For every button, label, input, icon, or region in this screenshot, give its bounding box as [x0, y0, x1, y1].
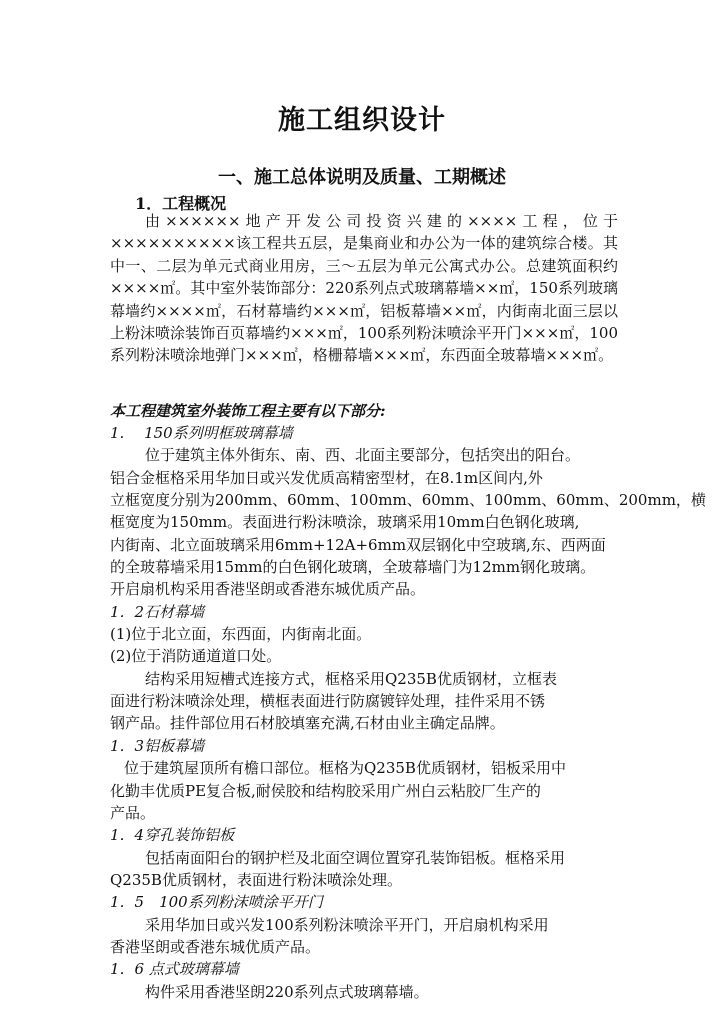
text-line: 位于建筑屋顶所有檐口部位。框格为Q235B优质钢材，铝板采用中 — [124, 759, 566, 778]
paragraph-project-overview: 由××××××地产开发公司投资兴建的××××工程，位于××××××××××该工程共五层，是集商业和办公为一体的建筑综合楼。其中一、二层为单元式商业用房，三～五层为单元公寓式办公。总建筑面积约××××㎡。其中室外装饰部分：220系列点式玻璃幕墙××㎡，150系列玻璃幕墙约××××㎡，石材幕墙约×××㎡，铝板幕墙××㎡，内街南北面三层以上粉沫喷涂装饰百页幕墙约×××㎡，100系列粉沫喷涂平开门×××㎡，100系列粉沫喷涂地弹门×××㎡，格栅幕墙×××㎡，东西面全玻幕墙×××㎡。 — [110, 212, 618, 365]
text-line: 化勤丰优质PE复合板,耐侯胶和结构胶采用广州白云粘胶厂生产的 — [110, 781, 541, 800]
text-line: 产品。 — [110, 803, 156, 822]
item-heading: 1．3铝板幕墙 — [110, 736, 205, 755]
text-line: (1)位于北立面，东西面，内街南北面。 — [110, 625, 372, 644]
decoration-parts-list — [110, 422, 706, 1003]
item-heading: 1．6 点式玻璃幕墙 — [110, 960, 239, 979]
item-heading: 1．4穿孔装饰铝板 — [110, 826, 235, 845]
section-heading-2: 本工程建筑室外装饰工程主要有以下部分: — [110, 402, 386, 420]
text-line: 框宽度为150mm。表面进行粉沫喷涂，玻璃采用10mm白色钢化玻璃, — [110, 513, 580, 532]
subsection-heading-project-overview: 1．工程概况 — [135, 194, 227, 213]
document-title: 施工组织设计 — [278, 105, 446, 136]
text-line: 面进行粉沫喷涂处理，横框表面进行防腐镀锌处理，挂件采用不锈 — [110, 692, 546, 711]
text-line: 的全玻幕墙采用15mm的白色钢化玻璃，全玻幕墙门为12mm钢化玻璃。 — [110, 558, 596, 577]
text-line: Q235B优质钢材，表面进行粉沫喷涂处理。 — [110, 870, 402, 889]
text-line: 采用华加日或兴发100系列粉沫喷涂平开门，开启扇机构采用 — [145, 915, 549, 934]
text-line: 构件采用香港坚朗220系列点式玻璃幕墙。 — [145, 982, 429, 1001]
text-line: (2)位于消防通道道口处。 — [110, 647, 282, 666]
text-line: 结构采用短槽式连接方式，框格采用Q235B优质钢材，立框表 — [145, 669, 557, 688]
text-line: 铝合金框格采用华加日或兴发优质高精密型材，在8.1m区间内,外 — [110, 468, 543, 487]
item-heading: 1．5 100系列粉沫喷涂平开门 — [110, 893, 323, 912]
item-heading: 1. 150系列明框玻璃幕墙 — [110, 424, 293, 442]
item-heading: 1．2石材幕墙 — [110, 602, 205, 621]
text-line: 香港坚朗或香港东城优质产品。 — [110, 937, 321, 956]
text-line: 钢产品。挂件部位用石材胶填塞充满,石材由业主确定品牌。 — [110, 714, 505, 733]
text-line: 位于建筑主体外街东、南、西、北面主要部分，包括突出的阳台。 — [145, 446, 581, 465]
text-line: 开启扇机构采用香港坚朗或香港东城优质产品。 — [110, 580, 426, 599]
text-line: 立框宽度分别为200mm、60mm、100mm、60mm、100mm、60mm、200mm，横 — [110, 491, 706, 510]
section-heading-1: 一、施工总体说明及质量、工期概述 — [218, 167, 506, 188]
text-line: 内街南、北立面玻璃采用6mm+12A+6mm双层钢化中空玻璃,东、西两面 — [110, 535, 606, 554]
text-line: 包括南面阳台的钢护栏及北面空调位置穿孔装饰铝板。框格采用 — [145, 848, 566, 867]
